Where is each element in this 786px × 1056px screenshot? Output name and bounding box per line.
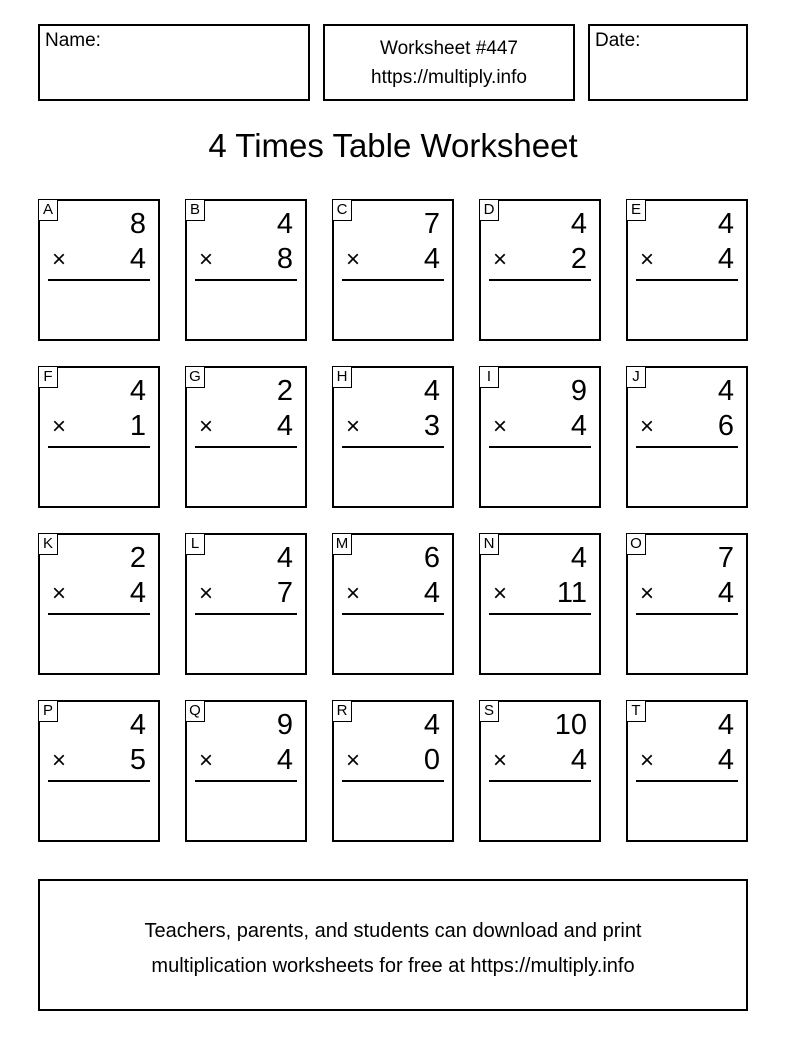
times-sign: × — [640, 747, 655, 774]
page-title: 4 Times Table Worksheet — [208, 127, 578, 164]
answer-line — [195, 279, 297, 281]
multiplier: 8 — [276, 243, 293, 275]
multiplier: 4 — [717, 577, 734, 609]
problem-letter: P — [38, 700, 58, 722]
times-sign: × — [493, 580, 508, 607]
multiplier: 6 — [717, 410, 734, 442]
multiplier: 4 — [423, 243, 440, 275]
answer-line — [489, 446, 591, 448]
problem-letter: L — [185, 533, 205, 555]
times-sign: × — [346, 413, 361, 440]
multiplicand: 2 — [129, 542, 146, 574]
multiplicand: 6 — [423, 542, 440, 574]
times-sign: × — [493, 413, 508, 440]
answer-line — [636, 279, 738, 281]
multiplicand: 4 — [129, 709, 146, 741]
multiplicand: 4 — [423, 709, 440, 741]
times-sign: × — [346, 747, 361, 774]
problem-card — [38, 366, 160, 508]
footer-note — [38, 879, 748, 1011]
times-sign: × — [52, 747, 67, 774]
problem-letter: O — [626, 533, 646, 555]
problem-card — [185, 199, 307, 341]
problem-letter: S — [479, 700, 499, 722]
problem-letter: H — [332, 366, 352, 388]
multiplicand: 4 — [129, 375, 146, 407]
problem-card — [626, 199, 748, 341]
answer-line — [489, 780, 591, 782]
answer-line — [342, 279, 444, 281]
problem-letter: J — [626, 366, 646, 388]
times-sign: × — [199, 413, 214, 440]
multiplicand: 2 — [276, 375, 293, 407]
problem-card — [38, 199, 160, 341]
answer-line — [195, 780, 297, 782]
answer-line — [636, 446, 738, 448]
answer-line — [195, 446, 297, 448]
multiplicand: 4 — [276, 542, 293, 574]
answer-line — [342, 446, 444, 448]
times-sign: × — [199, 246, 214, 273]
multiplier: 4 — [570, 744, 587, 776]
worksheet-number: Worksheet #447 — [379, 38, 518, 59]
problem-letter: K — [38, 533, 58, 555]
problem-letter: C — [332, 199, 352, 221]
problem-letter: R — [332, 700, 352, 722]
problem-card — [332, 199, 454, 341]
problem-card — [626, 533, 748, 675]
multiplicand: 10 — [554, 709, 587, 741]
times-sign: × — [52, 580, 67, 607]
name-field-box — [38, 24, 310, 101]
name-label: Name: — [45, 30, 101, 51]
multiplier: 1 — [129, 410, 146, 442]
multiplier: 2 — [570, 243, 587, 275]
date-label: Date: — [595, 30, 641, 51]
times-sign: × — [52, 413, 67, 440]
problem-card — [479, 533, 601, 675]
times-sign: × — [493, 246, 508, 273]
problem-card — [332, 366, 454, 508]
times-sign: × — [52, 246, 67, 273]
multiplier: 5 — [129, 744, 146, 776]
problem-letter: D — [479, 199, 499, 221]
worksheet-info-box — [323, 24, 575, 101]
footer-line-2: multiplication worksheets for free at https://multiply.info — [151, 955, 635, 977]
problem-card — [185, 366, 307, 508]
problem-card — [626, 366, 748, 508]
problem-letter: M — [332, 533, 352, 555]
problem-letter: F — [38, 366, 58, 388]
answer-line — [48, 446, 150, 448]
multiplicand: 7 — [717, 542, 734, 574]
multiplicand: 4 — [570, 542, 587, 574]
problem-letter: A — [38, 199, 58, 221]
answer-line — [48, 780, 150, 782]
multiplicand: 4 — [717, 709, 734, 741]
times-sign: × — [199, 747, 214, 774]
problem-letter: Q — [185, 700, 205, 722]
multiplicand: 4 — [717, 208, 734, 240]
problem-card — [38, 533, 160, 675]
problem-card — [479, 700, 601, 842]
multiplier: 4 — [276, 410, 293, 442]
multiplier: 11 — [556, 577, 587, 609]
problem-letter: B — [185, 199, 205, 221]
times-sign: × — [640, 413, 655, 440]
multiplier: 4 — [129, 243, 146, 275]
multiplicand: 4 — [276, 208, 293, 240]
answer-line — [48, 279, 150, 281]
problem-letter: I — [479, 366, 499, 388]
answer-line — [342, 613, 444, 615]
multiplicand: 4 — [570, 208, 587, 240]
multiplier: 0 — [423, 744, 440, 776]
multiplicand: 7 — [423, 208, 440, 240]
multiplier: 4 — [423, 577, 440, 609]
times-sign: × — [346, 580, 361, 607]
times-sign: × — [346, 246, 361, 273]
multiplier: 4 — [717, 243, 734, 275]
multiplicand: 9 — [276, 709, 293, 741]
answer-line — [636, 613, 738, 615]
problem-letter: G — [185, 366, 205, 388]
problem-card — [479, 366, 601, 508]
problem-card — [332, 533, 454, 675]
worksheet-url: https://multiply.info — [371, 67, 527, 88]
multiplicand: 9 — [570, 375, 587, 407]
multiplicand: 4 — [423, 375, 440, 407]
answer-line — [48, 613, 150, 615]
times-sign: × — [640, 580, 655, 607]
answer-line — [636, 780, 738, 782]
answer-line — [489, 279, 591, 281]
answer-line — [342, 780, 444, 782]
problem-card — [185, 700, 307, 842]
multiplier: 7 — [276, 577, 293, 609]
problem-card — [332, 700, 454, 842]
answer-line — [195, 613, 297, 615]
multiplier: 4 — [717, 744, 734, 776]
problem-card — [626, 700, 748, 842]
times-sign: × — [640, 246, 655, 273]
multiplier: 4 — [570, 410, 587, 442]
problem-card — [185, 533, 307, 675]
problem-letter: N — [479, 533, 499, 555]
footer-line-1: Teachers, parents, and students can download and print — [144, 920, 642, 942]
date-field-box — [588, 24, 748, 101]
multiplier: 3 — [423, 410, 440, 442]
multiplicand: 8 — [129, 208, 146, 240]
problem-letter: E — [626, 199, 646, 221]
multiplicand: 4 — [717, 375, 734, 407]
multiplier: 4 — [129, 577, 146, 609]
problem-letter: T — [626, 700, 646, 722]
times-sign: × — [199, 580, 214, 607]
problem-card — [38, 700, 160, 842]
problem-card — [479, 199, 601, 341]
multiplier: 4 — [276, 744, 293, 776]
times-sign: × — [493, 747, 508, 774]
answer-line — [489, 613, 591, 615]
